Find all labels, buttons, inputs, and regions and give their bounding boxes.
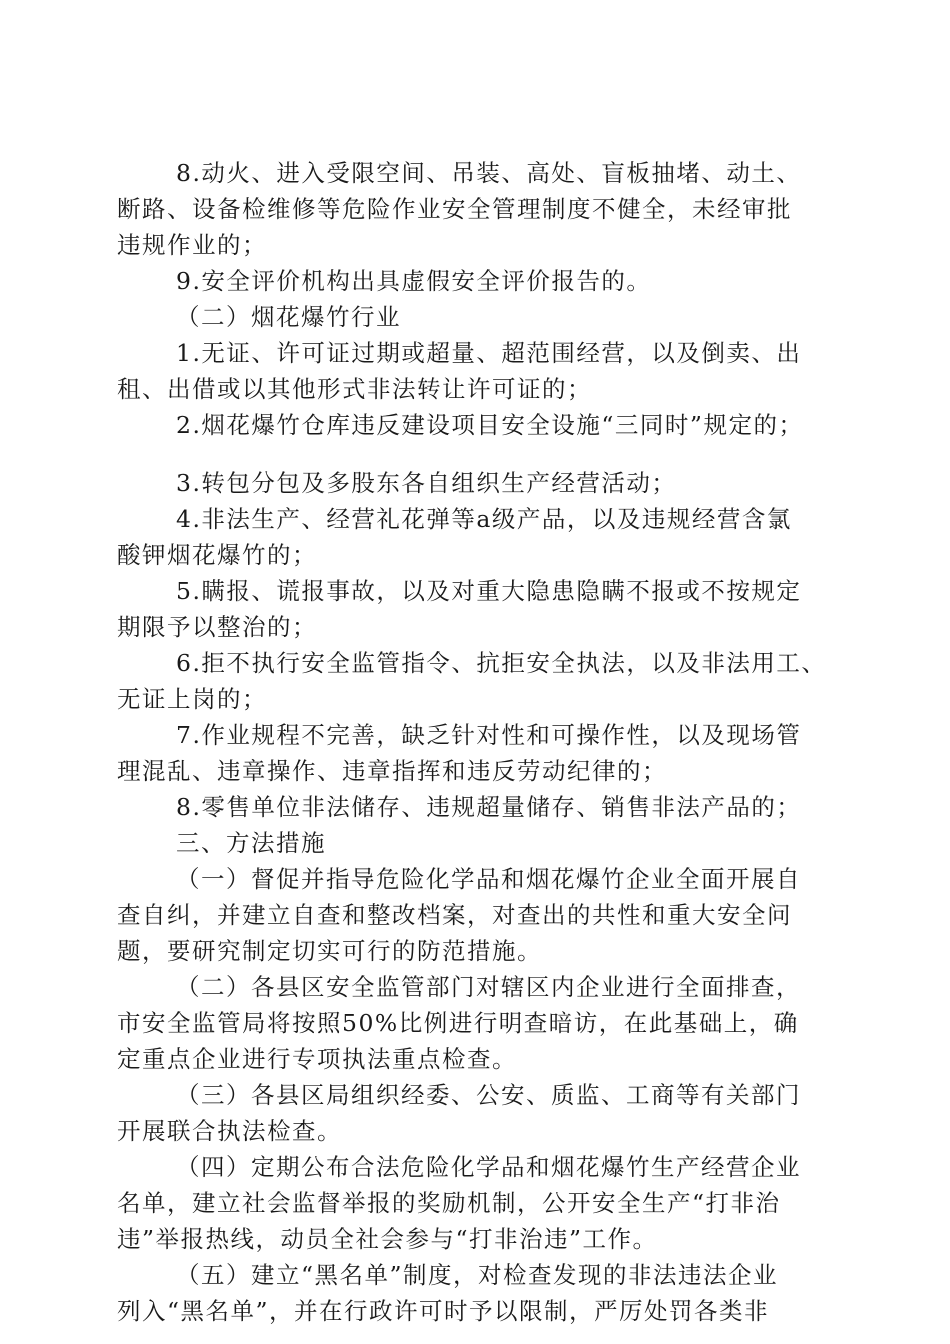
text-line: 违规作业的；	[117, 231, 267, 259]
text-line: （五）建立“黑名单”制度，对检查发现的非法违法企业	[176, 1261, 779, 1289]
text-line: 理混乱、违章操作、违章指挥和违反劳动纪律的；	[117, 757, 667, 785]
text-line: （一）督促并指导危险化学品和烟花爆竹企业全面开展自	[176, 865, 801, 893]
text-line: 酸钾烟花爆竹的；	[117, 541, 317, 569]
text-line: 6.拒不执行安全监管指令、抗拒安全执法，以及非法用工、	[176, 649, 827, 677]
section-heading: 三、方法措施	[176, 829, 326, 857]
text-line: 租、出借或以其他形式非法转让许可证的；	[117, 375, 592, 403]
text-line: 定重点企业进行专项执法重点检查。	[117, 1045, 517, 1073]
text-line: 题，要研究制定切实可行的防范措施。	[117, 937, 542, 965]
text-line: 8.零售单位非法储存、违规超量储存、销售非法产品的；	[176, 793, 802, 821]
text-line: 3.转包分包及多股东各自组织生产经营活动；	[176, 469, 677, 497]
text-line: 查自纠，并建立自查和整改档案，对查出的共性和重大安全问	[117, 901, 792, 929]
text-line: 9.安全评价机构出具虚假安全评价报告的。	[176, 267, 652, 295]
section-heading: （二）烟花爆竹行业	[176, 303, 401, 331]
text-line: （三）各县区局组织经委、公安、质监、工商等有关部门	[176, 1081, 801, 1109]
text-line: 8.动火、进入受限空间、吊装、高处、盲板抽堵、动土、	[176, 159, 802, 187]
text-line: 5.瞒报、谎报事故，以及对重大隐患隐瞒不报或不按规定	[176, 577, 802, 605]
text-line: （二）各县区安全监管部门对辖区内企业进行全面排查，	[176, 973, 801, 1001]
text-line: 期限予以整治的；	[117, 613, 317, 641]
text-line: 4.非法生产、经营礼花弹等a级产品，以及违规经营含氯	[176, 505, 792, 533]
text-line: 7.作业规程不完善，缺乏针对性和可操作性，以及现场管	[176, 721, 802, 749]
text-line: 2.烟花爆竹仓库违反建设项目安全设施“三同时”规定的；	[176, 411, 804, 439]
text-line: 市安全监管局将按照50%比例进行明查暗访，在此基础上，确	[117, 1009, 799, 1037]
text-line: 违”举报热线，动员全社会参与“打非治违”工作。	[117, 1225, 658, 1253]
text-line: 无证上岗的；	[117, 685, 267, 713]
text-line: 列入“黑名单”，并在行政许可时予以限制，严厉处罚各类非	[117, 1297, 770, 1325]
text-line: 断路、设备检维修等危险作业安全管理制度不健全，未经审批	[117, 195, 792, 223]
text-line: 名单，建立社会监督举报的奖励机制，公开安全生产“打非治	[117, 1189, 781, 1217]
text-line: （四）定期公布合法危险化学品和烟花爆竹生产经营企业	[176, 1153, 801, 1181]
text-line: 1.无证、许可证过期或超量、超范围经营，以及倒卖、出	[176, 339, 802, 367]
text-line: 开展联合执法检查。	[117, 1117, 342, 1145]
